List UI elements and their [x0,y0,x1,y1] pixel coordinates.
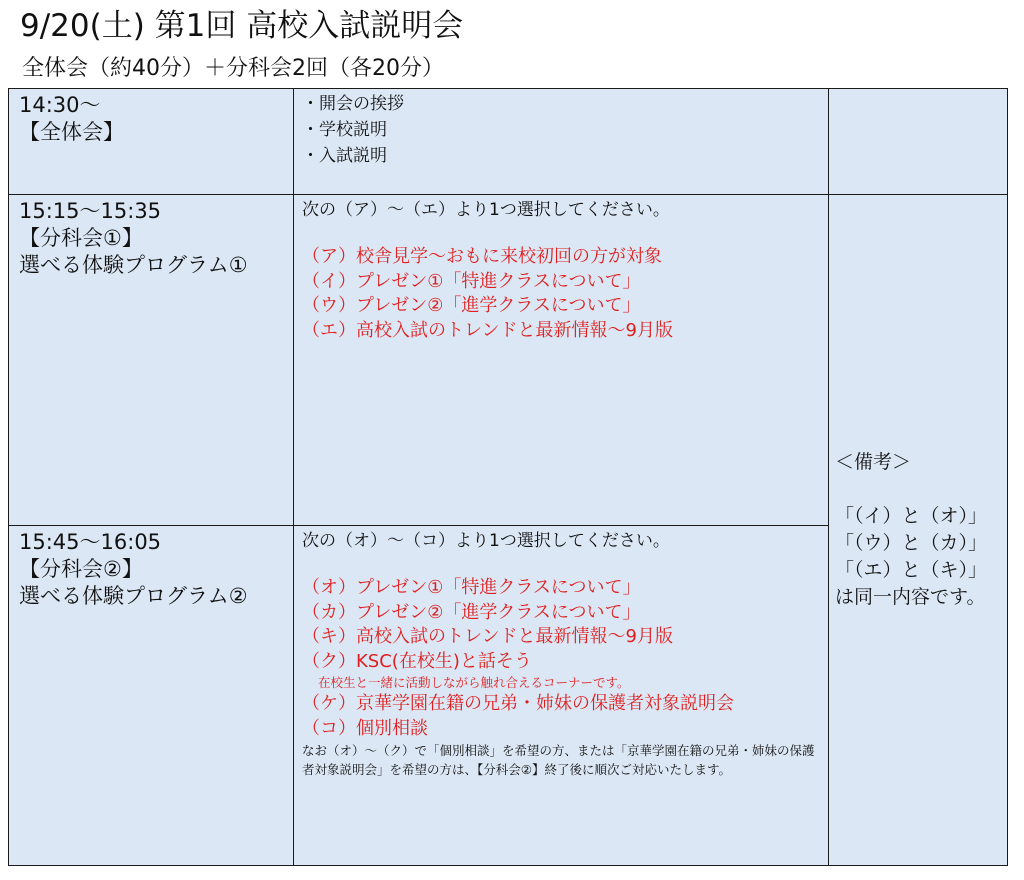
time-cell [9,195,294,526]
agenda-item: ・学校説明 [302,120,387,140]
program-option: （ク）KSC(在校生)と話そう [302,650,532,672]
selection-instruction: 次の（ア）～（エ）より1つ選択してください。 [302,200,670,220]
program-option: （オ）プレゼン①「特進クラスについて」 [302,577,641,598]
program-option: （ウ）プレゼン②「進学クラスについて」 [302,295,641,316]
program-option: （カ）プレゼン②「進学クラスについて」 [302,601,641,623]
session-time: 15:45～16:05 [19,530,162,554]
program-option: （ア）校舎見学～おもに来校初回の方が対象 [302,246,662,267]
content-cell [294,195,829,526]
empty-note-cell [829,89,1008,195]
program-option: （イ）プレゼン①「特進クラスについて」 [302,270,641,292]
agenda-item: ・入試説明 [302,146,387,166]
program-option: （ケ）京華学園在籍の兄弟・姉妹の保護者対象説明会 [302,693,734,714]
time-cell [9,526,294,866]
footnote: なお（オ）～（ク）で「個別相談」を希望の方、または「京華学園在籍の兄弟・姉妹の保護者対象説明会」を希望の方は、【分科会②】終了後に順次ご対応いたします。 [302,743,815,777]
notes-line: 「（イ）と（オ）」 [835,505,988,527]
notes-line: 「（エ）と（キ）」 [835,559,988,581]
table-row-general-session [9,89,1008,195]
session-name: 【分科会①】 [19,226,143,250]
session-time: 14:30～ [19,93,101,117]
session-name: 【全体会】 [19,120,124,144]
program-option: （キ）高校入試のトレンドと最新情報～9月版 [302,626,674,647]
session-name: 【分科会②】 [19,557,143,581]
page-subtitle: 全体会（約40分）＋分科会2回（各20分） [22,56,444,81]
option-description: 在校生と一緒に活動しながら触れ合えるコーナーです。 [318,675,630,690]
page-title: 9/20(土) 第1回 高校入試説明会 [20,8,464,44]
notes-line: 「（ウ）と（カ）」 [835,532,988,554]
notes-line: は同一内容です。 [835,586,986,608]
session-program: 選べる体験プログラム② [19,584,248,608]
session-time: 15:15～15:35 [19,199,162,223]
time-cell [9,89,294,195]
notes-heading: ＜備考＞ [835,451,912,473]
selection-instruction: 次の（オ）～（コ）より1つ選択してください。 [302,531,670,551]
content-cell [294,89,829,195]
program-option: （エ）高校入試のトレンドと最新情報～9月版 [302,319,674,341]
agenda-item: ・開会の挨拶 [302,94,404,114]
content-cell [294,526,829,866]
session-program: 選べる体験プログラム① [19,253,248,277]
schedule-table [8,88,1008,866]
table-row-breakout-1 [9,195,1008,526]
program-option: （コ）個別相談 [302,717,428,739]
notes-cell [829,195,1008,866]
